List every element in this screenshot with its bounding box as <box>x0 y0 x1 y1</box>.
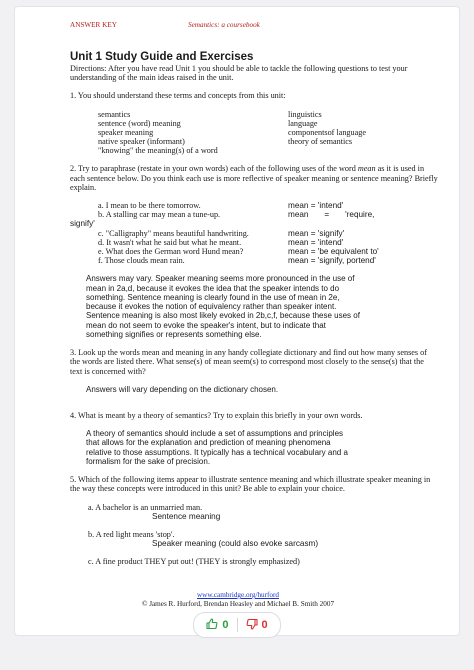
q3-answer: Answers will vary depending on the dictionary chosen. <box>86 384 279 394</box>
running-header <box>70 21 438 29</box>
q5-items <box>88 503 438 567</box>
term: linguistics <box>288 109 322 119</box>
page-title: Unit 1 Study Guide and Exercises <box>70 51 254 64</box>
list-answer: Speaker meaning (could also evoke sarcasm) <box>152 539 319 549</box>
list-answer: Sentence meaning <box>152 511 221 521</box>
cambridge-link[interactable]: www.cambridge.org/hurford <box>196 591 280 599</box>
list-item: a. A bachelor is an unmarried man. <box>88 502 203 512</box>
q1-prompt: 1. You should understand these terms and concepts from this unit: <box>70 91 286 101</box>
upvote-button[interactable] <box>206 618 228 633</box>
document-content <box>70 21 438 567</box>
downvote-button[interactable] <box>246 618 268 633</box>
document-page <box>14 6 460 636</box>
copyright-text: © James R. Hurford, Brendan Heasley and Michael B. Smith 2007 <box>141 600 335 608</box>
q5-prompt: 5. Which of the following items appear to illustrate sentence meaning and which illustrate speaker meaning in the way these concepts were introduced in this unit? Be able to explain your choice. <box>70 475 431 494</box>
downvote-count: 0 <box>261 619 268 631</box>
list-item: e. What does the German word Hund mean? mean = 'be equivalent to' <box>98 246 379 256</box>
list-item: b. A red light means 'stop'. <box>88 530 175 539</box>
q2-answer: Answers may vary. Speaker meaning seems more pronounced in the use of mean in 2a,d, because it evokes the idea that the speaker intends to do something. Sentence meaning is clearly found in the use of mean in 2e, because it evokes the notion of equivalency rather than speaker intent. Sentence meaning is also most likely evoked in 2b,c,f, because these uses of mean do not seem to evoke the speaker's intent, but to indicate that something signifies or represents something else. <box>86 274 360 339</box>
q4-answer: A theory of semantics should include a set of assumptions and principles that allows for the explanation and prediction of meaning phenomena relative to those assumptions. It typically has a technical vocabulary and a formalism for the sake of precision. <box>86 429 348 466</box>
term: semantics <box>98 109 131 119</box>
q2-prompt: 2. Try to paraphrase (restate in your own words) each of the following uses of the word mean as it is used in each sentence below. Do you think each use is more reflective of speaker meaning or sentence meaning? Briefly explain. <box>70 164 438 192</box>
directions-text: Directions: After you have read Unit 1 you should be able to tackle the following questions to test your understanding of the main ideas raised in the unit. <box>70 63 408 83</box>
term: native speaker (informant) <box>98 137 185 147</box>
upvote-count: 0 <box>222 619 229 631</box>
term: componentsof language <box>288 127 366 137</box>
book-title: Semantics: a coursebook <box>188 21 260 29</box>
terms-list <box>98 110 438 156</box>
term: theory of semantics <box>288 137 353 147</box>
list-item: d. It wasn't what he said but what he meant. mean = 'intend' <box>98 237 344 247</box>
vote-divider <box>237 618 238 632</box>
thumbs-up-icon <box>206 618 218 633</box>
page-footer <box>15 591 461 609</box>
term: speaker meaning <box>98 127 154 137</box>
list-item: c. "Calligraphy" means beautiful handwriting. mean = 'signify' <box>98 228 345 238</box>
term: language <box>288 118 318 128</box>
list-item: b. A stalling car may mean a tune-up. mean = 'require, <box>98 210 375 220</box>
list-item: signify' <box>70 219 95 229</box>
list-item: f. Those clouds mean rain. mean = 'signify, portend' <box>98 256 376 266</box>
list-item: c. A fine product THEY put out! (THEY is strongly emphasized) <box>88 557 300 567</box>
q3-prompt: 3. Look up the words mean and meaning in any handy collegiate dictionary and find out how many senses of the words are listed there. What sense(s) of mean seem(s) to correspond most closely to the sense(s) that the text is concerned with? <box>70 348 427 376</box>
q4-prompt: 4. What is meant by a theory of semantics? Try to explain this briefly in your own words. <box>70 411 363 420</box>
term: "knowing" the meaning(s) of a word <box>98 146 218 156</box>
thumbs-down-icon <box>246 618 258 633</box>
answer-key-label: ANSWER KEY <box>70 21 117 29</box>
vote-widget <box>193 612 281 638</box>
list-item: a. I mean to be there tomorrow. mean = 'intend' <box>98 201 344 210</box>
term: sentence (word) meaning <box>98 118 181 128</box>
q2-items <box>70 201 438 266</box>
